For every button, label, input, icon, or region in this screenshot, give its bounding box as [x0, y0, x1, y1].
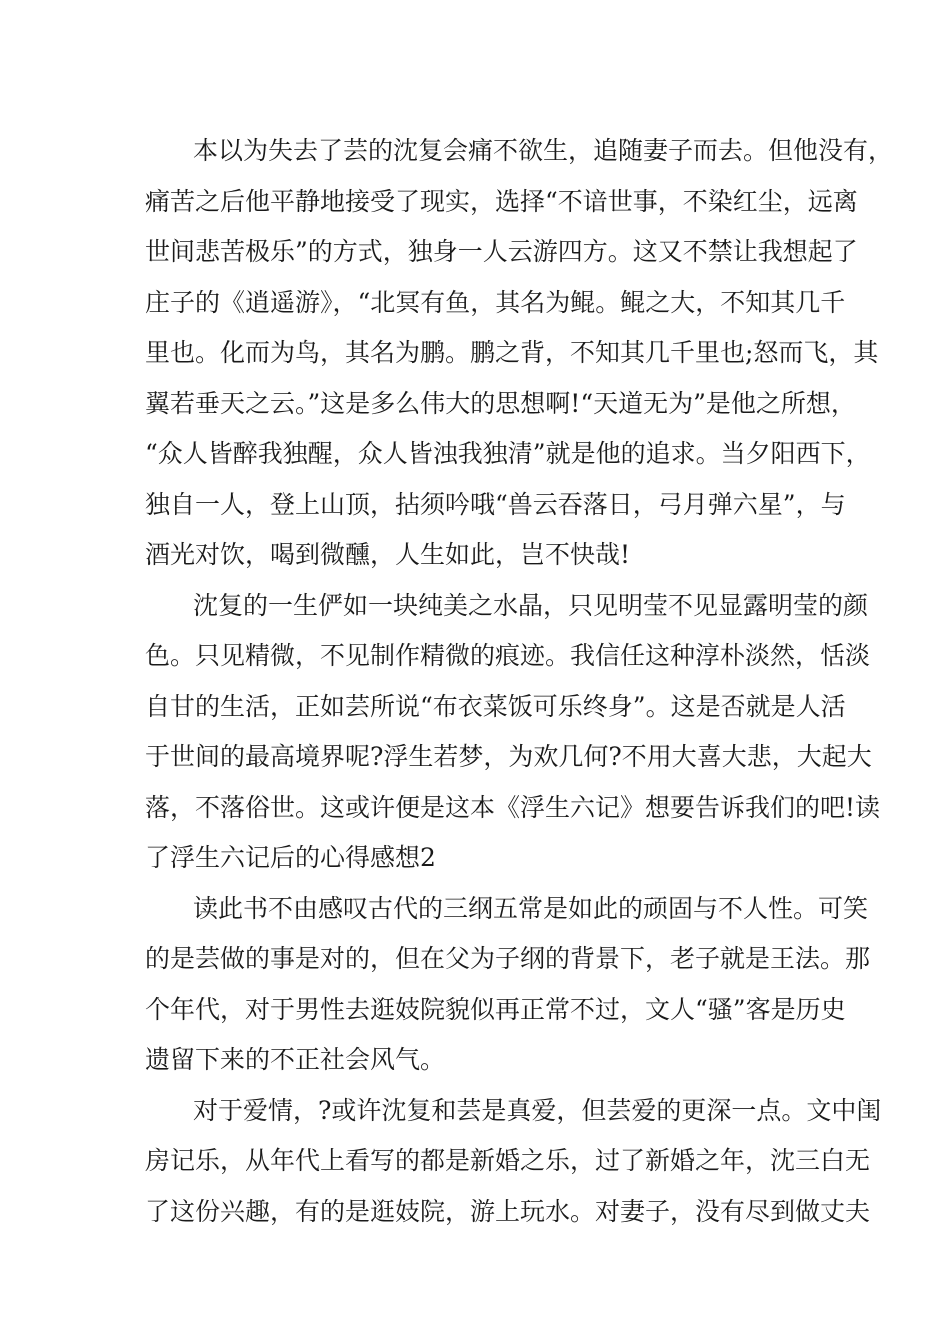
text-line: 遗留下来的不正社会风气。 [145, 1045, 446, 1074]
text-line: 本以为失去了芸的沈复会痛不欲生，追随妻子而去。但他没有， [193, 136, 894, 165]
text-line: 酒光对饮，喝到微醺，人生如此，岂不快哉! [145, 540, 631, 569]
text-line: 自甘的生活，正如芸所说“布衣菜饭可乐终身”。这是否就是人活 [145, 691, 846, 721]
text-line: 个年代，对于男性去逛妓院貌似再正常不过，文人“骚”客是历史 [145, 994, 846, 1024]
text-line: 色。只见精微，不见制作精微的痕迹。我信任这种淳朴淡然，恬淡 [145, 641, 871, 670]
text-line: 世间悲苦极乐”的方式，独身一人云游四方。这又不禁让我想起了 [145, 237, 858, 266]
text-line: 落，不落俗世。这或许便是这本《浮生六记》想要告诉我们的吧!读 [145, 792, 881, 822]
text-line: 了这份兴趣，有的是逛妓院，游上玩水。对妻子，没有尽到做丈夫 [145, 1196, 871, 1226]
text-line: 的是芸做的事是对的，但在父为子纲的背景下，老子就是王法。那 [145, 944, 871, 973]
text-line: 痛苦之后他平静地接受了现实，选择“不谙世事，不染红尘，远离 [145, 186, 858, 216]
text-line: 读此书不由感叹古代的三纲五常是如此的顽固与不人性。可笑 [193, 893, 869, 923]
text-line: 房记乐，从年代上看写的都是新婚之乐，过了新婚之年，沈三白无 [145, 1146, 871, 1175]
text-line: 于世间的最高境界呢?浮生若梦，为欢几何?不用大喜大悲，大起大 [145, 742, 872, 771]
text-line: 了浮生六记后的心得感想2 [145, 843, 436, 872]
text-line: 沈复的一生俨如一块纯美之水晶，只见明莹不见显露明莹的颜 [193, 590, 869, 620]
text-line: 对于爱情，?或许沈复和芸是真爱，但芸爱的更深一点。文中闺 [193, 1095, 882, 1125]
body-text [145, 126, 894, 1237]
text-line: 独自一人，登上山顶，拈须吟哦“兽云吞落日，弓月弹六星”，与 [145, 489, 846, 519]
text-line: “众人皆醉我独醒，众人皆浊我独清”就是他的追求。当夕阳西下， [145, 439, 871, 468]
text-line: 里也。化而为鸟，其名为鹏。鹏之背，不知其几千里也;怒而飞，其 [145, 338, 879, 367]
text-line: 庄子的《逍遥游》，“北冥有鱼，其名为鲲。鲲之大，不知其几千 [145, 287, 846, 317]
text-line: 翼若垂天之云。”这是多么伟大的思想啊!“天道无为”是他之所想， [145, 388, 856, 418]
